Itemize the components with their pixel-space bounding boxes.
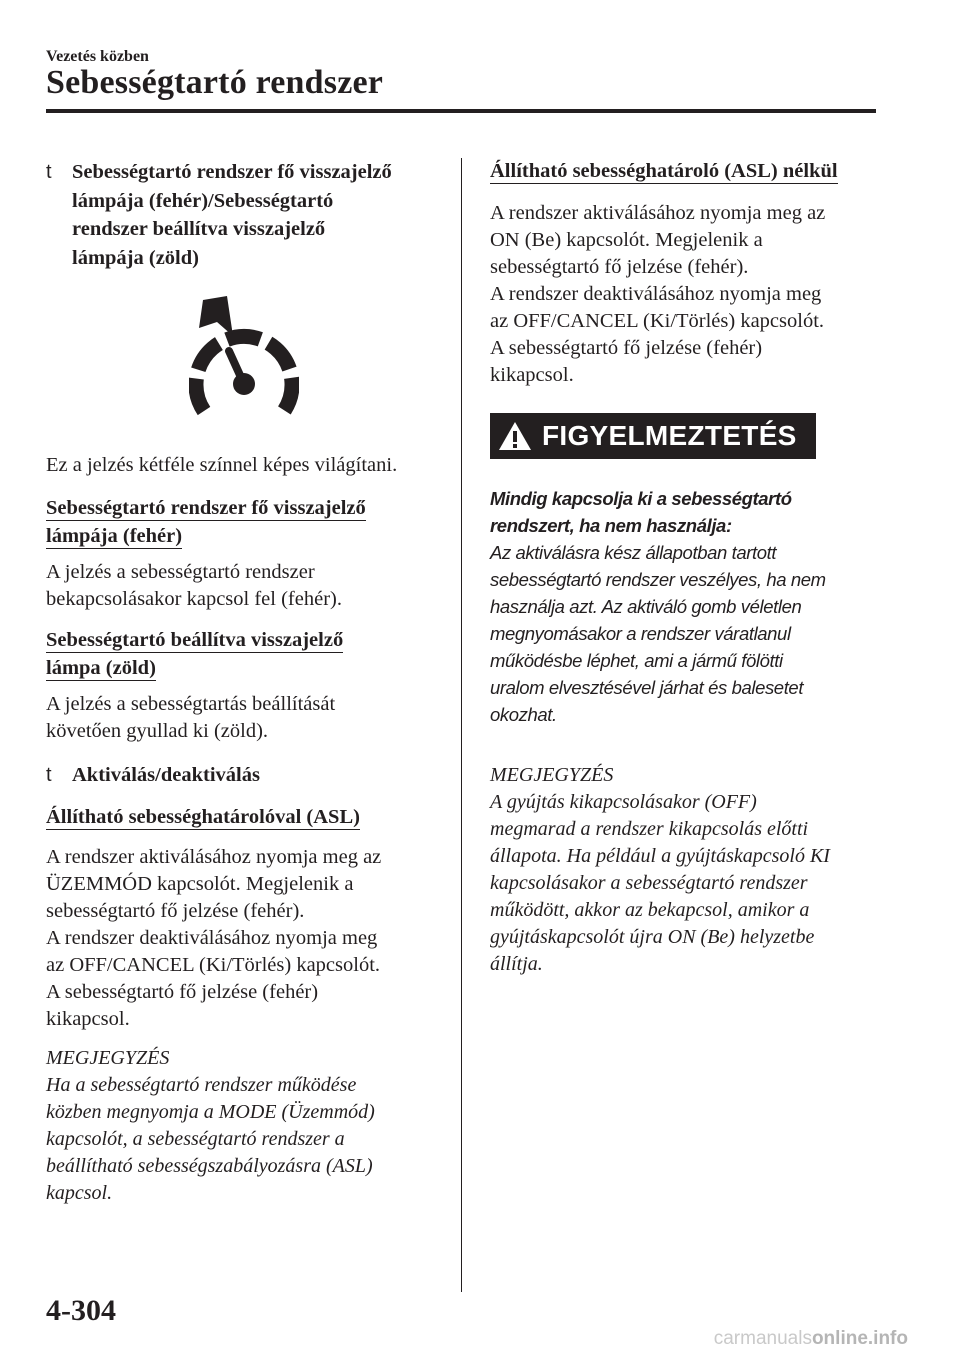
text-line: működött, akkor az bekapcsol, amikor a bbox=[490, 899, 810, 921]
text-line: ON (Be) kapcsolót. Megjelenik a bbox=[490, 229, 763, 251]
warning-triangle-icon bbox=[498, 421, 532, 451]
heading-line: lámpája (zöld) bbox=[72, 246, 199, 269]
text-line: A jelzés a sebességtartó rendszer bbox=[46, 561, 315, 583]
text-line: ÜZEMMÓD kapcsolót. Megjelenik a bbox=[46, 872, 354, 895]
text-line: közben megnyomja a MODE (Üzemmód) bbox=[46, 1100, 375, 1123]
subheading-with-asl bbox=[46, 804, 441, 832]
subheading-without-asl bbox=[490, 158, 876, 186]
note-body bbox=[490, 789, 876, 978]
watermark-part: online.info bbox=[811, 1328, 908, 1349]
text-line: kikapcsol. bbox=[490, 364, 574, 386]
right-column bbox=[490, 158, 876, 978]
note-title: MEGJEGYZÉS bbox=[46, 1046, 170, 1069]
subheading-line: Állítható sebességhatároló (ASL) nélkül bbox=[490, 160, 838, 182]
text-line: A gyújtás kikapcsolásakor (OFF) bbox=[490, 791, 757, 813]
subheading-set-indicator bbox=[46, 627, 441, 683]
subheading-line: lámpa (zöld) bbox=[46, 657, 156, 679]
text-line: az OFF/CANCEL (Ki/Törlés) kapcsolót. bbox=[46, 953, 381, 976]
paragraph bbox=[46, 691, 441, 745]
watermark-part: carmanuals bbox=[713, 1328, 812, 1349]
left-column bbox=[46, 158, 441, 1207]
text-line: sebességtartó rendszer veszélyes, ha nem bbox=[490, 569, 826, 590]
text-line: kapcsolásakor a sebességtartó rendszer bbox=[490, 872, 808, 894]
text-line: kapcsol. bbox=[46, 1181, 113, 1204]
text-line: az OFF/CANCEL (Ki/Törlés) kapcsolót. bbox=[490, 310, 825, 332]
warning-banner bbox=[490, 413, 816, 459]
text-line: rendszert, ha nem használja: bbox=[490, 515, 732, 536]
warning-bold-text bbox=[490, 485, 876, 539]
text-line: kikapcsol. bbox=[46, 1007, 130, 1030]
paragraph bbox=[46, 559, 441, 613]
heading-line: Aktiválás/deaktiválás bbox=[72, 764, 260, 786]
text-line: Az aktiválásra kész állapotban tartott bbox=[490, 542, 777, 563]
subheading-line: lámpája (fehér) bbox=[46, 525, 183, 547]
text-line: gyújtáskapcsolót újra ON (Be) helyzetbe bbox=[490, 926, 815, 948]
bullet-mark: t bbox=[46, 764, 52, 786]
text-line: állítja. bbox=[490, 953, 543, 975]
text-line: kapcsolót, a sebességtartó rendszer a bbox=[46, 1127, 345, 1150]
text-line: A jelzés a sebességtartás beállítását bbox=[46, 693, 336, 715]
breadcrumb: Vezetés közben bbox=[46, 48, 149, 65]
title-rule bbox=[46, 109, 876, 113]
section-heading-activation bbox=[46, 761, 441, 790]
text-line: működésbe léphet, ami a jármű fölötti bbox=[490, 650, 783, 671]
heading-line: Sebességtartó rendszer fő visszajelző bbox=[72, 161, 392, 183]
text-line: A sebességtartó fő jelzése (fehér) bbox=[46, 980, 319, 1003]
icon-description: Ez a jelzés kétféle színnel képes világítani. bbox=[46, 454, 398, 476]
cruise-control-indicator-icon bbox=[189, 296, 299, 422]
note-title: MEGJEGYZÉS bbox=[490, 764, 614, 786]
text-line: megmarad a rendszer kikapcsolás előtti bbox=[490, 818, 809, 840]
page-title: Sebességtartó rendszer bbox=[46, 64, 384, 101]
text-line: A rendszer deaktiválásához nyomja meg bbox=[490, 283, 822, 305]
bullet-mark: t bbox=[46, 161, 52, 183]
text-line: A sebességtartó fő jelzése (fehér) bbox=[490, 337, 763, 359]
subheading-line: Sebességtartó beállítva visszajelző bbox=[46, 629, 344, 651]
paragraph bbox=[46, 844, 441, 1033]
text-line: megnyomásakor a rendszer váratlanul bbox=[490, 623, 791, 644]
text-line: követően gyullad ki (zöld). bbox=[46, 720, 269, 742]
text-line: beállítható sebességszabályozásra (ASL) bbox=[46, 1154, 373, 1177]
text-line: okozhat. bbox=[490, 704, 557, 725]
note-body bbox=[46, 1072, 441, 1207]
text-line: A rendszer aktiválásához nyomja meg az bbox=[490, 202, 826, 224]
text-line: uralom elvesztésével járhat és balesetet bbox=[490, 677, 804, 698]
warning-label: FIGYELMEZTETÉS bbox=[542, 420, 797, 451]
paragraph bbox=[490, 200, 876, 389]
text-line: A rendszer deaktiválásához nyomja meg bbox=[46, 926, 378, 949]
indicator-icon-area bbox=[46, 296, 441, 436]
section-heading-indicator bbox=[46, 158, 441, 272]
heading-line: lámpája (fehér)/Sebességtartó bbox=[72, 189, 334, 212]
text-line: A rendszer aktiválásához nyomja meg az bbox=[46, 845, 382, 868]
text-line: Ha a sebességtartó rendszer működése bbox=[46, 1073, 357, 1096]
subheading-main-indicator bbox=[46, 495, 441, 551]
subheading-line: Állítható sebességhatárolóval (ASL) bbox=[46, 805, 360, 828]
text-line: használja azt. Az aktiváló gomb véletlen bbox=[490, 596, 802, 617]
text-line: bekapcsolásakor kapcsol fel (fehér). bbox=[46, 588, 342, 610]
subheading-line: Sebességtartó rendszer fő visszajelző bbox=[46, 497, 366, 519]
page-number: 4-304 bbox=[46, 1294, 116, 1327]
column-divider bbox=[461, 158, 462, 1292]
text-line: Mindig kapcsolja ki a sebességtartó bbox=[490, 488, 792, 509]
footer-watermark[interactable] bbox=[714, 1328, 908, 1350]
text-line: állapota. Ha például a gyújtáskapcsoló KI bbox=[490, 845, 830, 867]
warning-text bbox=[490, 539, 876, 728]
text-line: sebességtartó fő jelzése (fehér). bbox=[490, 256, 749, 278]
text-line: sebességtartó fő jelzése (fehér). bbox=[46, 899, 305, 922]
heading-line: rendszer beállítva visszajelző bbox=[72, 218, 326, 240]
